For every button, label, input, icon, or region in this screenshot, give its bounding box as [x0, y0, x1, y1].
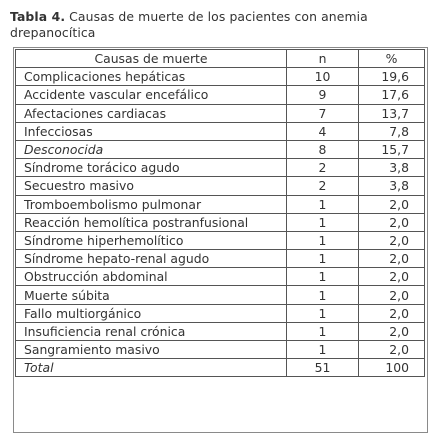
cause-cell: Reacción hemolítica postranfusional: [16, 213, 287, 231]
percent-cell: 2,0: [359, 231, 425, 249]
cause-cell: Sangramiento masivo: [16, 341, 287, 359]
table-row: [16, 268, 425, 286]
cause-cell: Tromboembolismo pulmonar: [16, 195, 287, 213]
header-n: n: [287, 50, 359, 68]
count-cell: 4: [287, 122, 359, 140]
causes-table: [15, 49, 425, 377]
table-row: [16, 86, 425, 104]
percent-cell: 19,6: [359, 68, 425, 86]
percent-cell: 2,0: [359, 213, 425, 231]
cause-cell: Fallo multiorgánico: [16, 304, 287, 322]
cause-cell: Muerte súbita: [16, 286, 287, 304]
cause-cell: Accidente vascular encefálico: [16, 86, 287, 104]
cause-cell: Obstrucción abdominal: [16, 268, 287, 286]
table-row: [16, 195, 425, 213]
count-cell: 2: [287, 177, 359, 195]
percent-cell: 3,8: [359, 177, 425, 195]
percent-cell: 15,7: [359, 140, 425, 158]
table-row: [16, 104, 425, 122]
table-caption: [10, 9, 430, 41]
percent-cell: 17,6: [359, 86, 425, 104]
count-cell: 1: [287, 322, 359, 340]
table-row: [16, 286, 425, 304]
caption-label: Tabla 4.: [10, 9, 66, 24]
count-cell: 8: [287, 140, 359, 158]
count-cell: 9: [287, 86, 359, 104]
cause-cell: Síndrome hepato-renal agudo: [16, 250, 287, 268]
percent-cell: 2,0: [359, 341, 425, 359]
table-row: [16, 140, 425, 158]
count-cell: 1: [287, 268, 359, 286]
table-row: [16, 231, 425, 249]
table-row: [16, 250, 425, 268]
table-row: [16, 304, 425, 322]
total-percent-cell: 100: [359, 359, 425, 377]
caption-text: Causas de muerte de los pacientes con anemia drepanocítica: [10, 9, 368, 40]
percent-cell: 3,8: [359, 159, 425, 177]
count-cell: 1: [287, 195, 359, 213]
percent-cell: 2,0: [359, 286, 425, 304]
count-cell: 1: [287, 304, 359, 322]
table-row: [16, 159, 425, 177]
table-header-row: [16, 50, 425, 68]
percent-cell: 13,7: [359, 104, 425, 122]
cause-cell: Afectaciones cardiacas: [16, 104, 287, 122]
header-percent: %: [359, 50, 425, 68]
count-cell: 7: [287, 104, 359, 122]
cause-cell: Secuestro masivo: [16, 177, 287, 195]
count-cell: 1: [287, 213, 359, 231]
cause-cell: Síndrome torácico agudo: [16, 159, 287, 177]
count-cell: 1: [287, 250, 359, 268]
percent-cell: 2,0: [359, 304, 425, 322]
percent-cell: 2,0: [359, 195, 425, 213]
count-cell: 1: [287, 286, 359, 304]
header-cause: Causas de muerte: [16, 50, 287, 68]
percent-cell: 2,0: [359, 268, 425, 286]
table-row: [16, 122, 425, 140]
table-row: [16, 177, 425, 195]
count-cell: 1: [287, 231, 359, 249]
percent-cell: 2,0: [359, 322, 425, 340]
cause-cell: Desconocida: [16, 140, 287, 158]
total-row: [16, 359, 425, 377]
total-count-cell: 51: [287, 359, 359, 377]
cause-cell: Infecciosas: [16, 122, 287, 140]
count-cell: 1: [287, 341, 359, 359]
cause-cell: Insuficiencia renal crónica: [16, 322, 287, 340]
percent-cell: 2,0: [359, 250, 425, 268]
cause-cell: Síndrome hiperhemolítico: [16, 231, 287, 249]
table-row: [16, 213, 425, 231]
table-row: [16, 341, 425, 359]
count-cell: 10: [287, 68, 359, 86]
percent-cell: 7,8: [359, 122, 425, 140]
table-row: [16, 68, 425, 86]
count-cell: 2: [287, 159, 359, 177]
cause-cell: Complicaciones hepáticas: [16, 68, 287, 86]
total-label-cell: Total: [16, 359, 287, 377]
table-row: [16, 322, 425, 340]
